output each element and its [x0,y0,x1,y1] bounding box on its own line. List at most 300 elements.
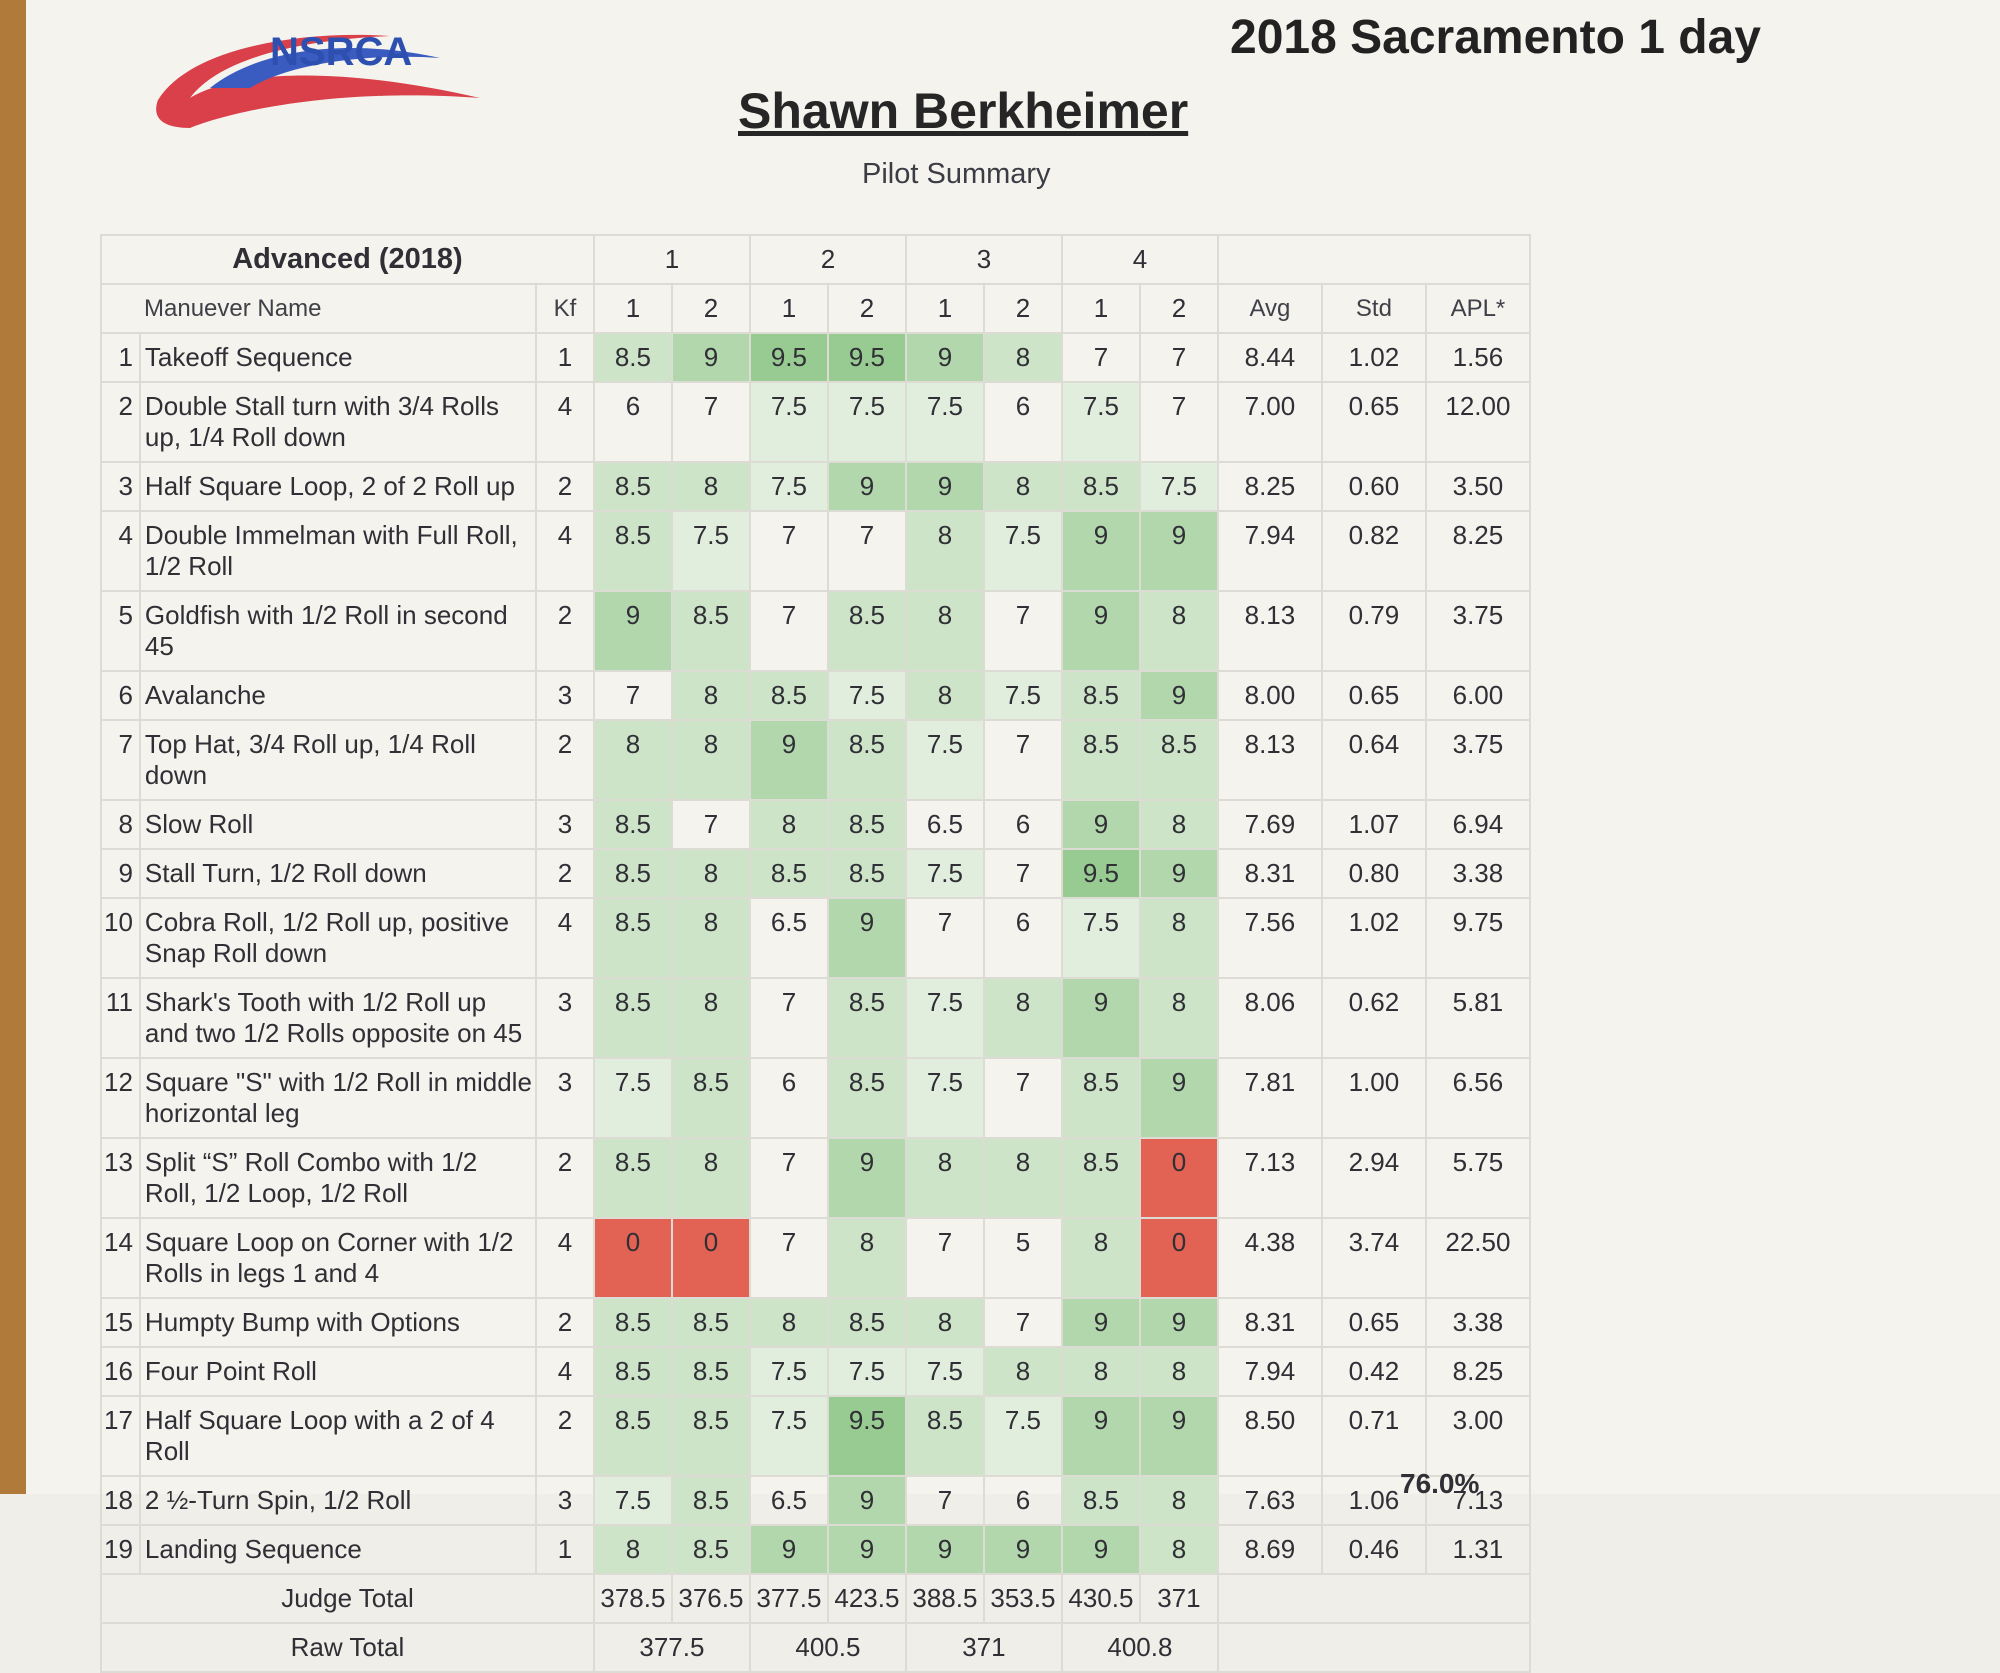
col-judge: 2 [672,284,750,333]
raw-total-label: Raw Total [101,1623,594,1672]
k-factor: 2 [536,849,594,898]
maneuver-number: 3 [101,462,140,511]
apl-value: 3.38 [1426,1298,1530,1347]
judge-total-value: 353.5 [984,1574,1062,1623]
maneuver-number: 8 [101,800,140,849]
maneuver-name: Double Immelman with Full Roll, 1/2 Roll [140,511,536,591]
judge-score: 7 [750,1138,828,1218]
judge-score: 9 [1140,849,1218,898]
judge-score: 7.5 [984,1396,1062,1476]
std-value: 0.46 [1322,1525,1426,1574]
col-judge: 1 [906,284,984,333]
pilot-name: Shawn Berkheimer [738,83,1189,139]
judge-score: 6 [984,382,1062,462]
judge-score: 9 [906,333,984,382]
avg-value: 8.31 [1218,1298,1322,1347]
apl-value: 6.00 [1426,671,1530,720]
maneuver-number: 4 [101,511,140,591]
raw-total-value: 400.5 [750,1623,906,1672]
judge-score: 8.5 [828,1298,906,1347]
apl-value: 5.75 [1426,1138,1530,1218]
table-row [101,671,1530,720]
judge-score: 8 [1140,1525,1218,1574]
judge-score: 6 [750,1058,828,1138]
maneuver-name: Half Square Loop, 2 of 2 Roll up [140,462,536,511]
round-label: 3 [906,235,1062,284]
judge-score: 9 [750,720,828,800]
judge-score: 8.5 [828,849,906,898]
avg-value: 7.69 [1218,800,1322,849]
judge-score: 8.5 [828,978,906,1058]
judge-score: 8.5 [594,978,672,1058]
maneuver-number: 12 [101,1058,140,1138]
raw-total-spacer [1218,1623,1530,1672]
judge-score: 8 [984,1347,1062,1396]
apl-value: 12.00 [1426,382,1530,462]
judge-score: 0 [672,1218,750,1298]
judge-score: 8 [672,1138,750,1218]
k-factor: 1 [536,1525,594,1574]
judge-score: 8.5 [672,591,750,671]
maneuver-number: 2 [101,382,140,462]
table-row [101,333,1530,382]
judge-score: 9 [906,462,984,511]
avg-value: 8.13 [1218,591,1322,671]
judge-score: 8.5 [594,1396,672,1476]
pilot-summary-table [100,234,1531,1673]
table-row [101,1525,1530,1574]
judge-score: 9 [984,1525,1062,1574]
maneuver-number: 15 [101,1298,140,1347]
judge-score: 8 [906,511,984,591]
std-value: 0.82 [1322,511,1426,591]
judge-score: 8 [750,800,828,849]
col-judge: 2 [1140,284,1218,333]
round-label: 4 [1062,235,1218,284]
apl-value: 8.25 [1426,1347,1530,1396]
maneuver-name: Four Point Roll [140,1347,536,1396]
judge-score: 9 [828,1138,906,1218]
table-row [101,1396,1530,1476]
judge-score: 8.5 [594,1347,672,1396]
judge-score: 8.5 [828,800,906,849]
judge-total-row [101,1574,1530,1623]
avg-value: 7.13 [1218,1138,1322,1218]
judge-score: 8 [984,978,1062,1058]
judge-score: 9 [1140,1058,1218,1138]
judge-score: 8.5 [594,1298,672,1347]
maneuver-number: 7 [101,720,140,800]
maneuver-name: Top Hat, 3/4 Roll up, 1/4 Roll down [140,720,536,800]
judge-score: 7.5 [750,382,828,462]
judge-score: 9 [828,898,906,978]
judge-score: 7.5 [750,1347,828,1396]
judge-score: 8 [672,898,750,978]
judge-score: 9 [1062,1396,1140,1476]
judge-score: 7 [750,978,828,1058]
k-factor: 2 [536,720,594,800]
judge-score: 9 [1140,1298,1218,1347]
avg-value: 7.94 [1218,511,1322,591]
judge-total-value: 376.5 [672,1574,750,1623]
judge-score: 9 [1140,1396,1218,1476]
judge-score: 8 [750,1298,828,1347]
judge-score: 7.5 [906,849,984,898]
apl-value: 3.50 [1426,462,1530,511]
k-factor: 2 [536,462,594,511]
maneuver-name: Square "S" with 1/2 Roll in middle horizontal leg [140,1058,536,1138]
judge-score: 7.5 [1140,462,1218,511]
judge-score: 7.5 [594,1058,672,1138]
judge-score: 6 [984,1476,1062,1525]
overall-percentage: 76.0% [1400,1468,1480,1499]
maneuver-number: 13 [101,1138,140,1218]
raw-total-value: 377.5 [594,1623,750,1672]
judge-score: 7.5 [1062,898,1140,978]
judge-score: 7 [984,849,1062,898]
apl-value: 6.94 [1426,800,1530,849]
judge-score: 8 [906,1298,984,1347]
judge-score: 8 [672,720,750,800]
judge-score: 8 [1140,898,1218,978]
judge-score: 7.5 [750,462,828,511]
col-judge: 2 [828,284,906,333]
avg-value: 8.31 [1218,849,1322,898]
judge-score: 7.5 [984,671,1062,720]
avg-value: 8.25 [1218,462,1322,511]
maneuver-name: Avalanche [140,671,536,720]
judge-score: 8.5 [672,1396,750,1476]
judge-score: 7.5 [906,1347,984,1396]
judge-score: 9 [1140,511,1218,591]
maneuver-name: Cobra Roll, 1/2 Roll up, positive Snap Roll down [140,898,536,978]
std-value: 0.64 [1322,720,1426,800]
judge-score: 8.5 [828,591,906,671]
maneuver-number: 10 [101,898,140,978]
judge-score: 0 [1140,1218,1218,1298]
maneuver-number: 16 [101,1347,140,1396]
judge-score: 9 [828,1525,906,1574]
judge-score: 9.5 [750,333,828,382]
avg-value: 8.13 [1218,720,1322,800]
apl-value: 3.75 [1426,591,1530,671]
judge-score: 6 [984,898,1062,978]
avg-value: 7.94 [1218,1347,1322,1396]
avg-value: 7.81 [1218,1058,1322,1138]
std-value: 0.71 [1322,1396,1426,1476]
judge-score: 9 [672,333,750,382]
judge-score: 9 [906,1525,984,1574]
maneuver-number: 18 [101,1476,140,1525]
judge-score: 9 [1062,978,1140,1058]
col-avg: Avg [1218,284,1322,333]
class-label: Advanced (2018) [101,235,594,284]
judge-score: 9 [828,1476,906,1525]
judge-score: 8 [984,1138,1062,1218]
judge-total-label: Judge Total [101,1574,594,1623]
maneuver-name: 2 ½-Turn Spin, 1/2 Roll [140,1476,536,1525]
std-value: 1.02 [1322,333,1426,382]
judge-score: 7 [750,591,828,671]
std-value: 1.02 [1322,898,1426,978]
judge-total-value: 371 [1140,1574,1218,1623]
avg-value: 8.50 [1218,1396,1322,1476]
maneuver-name: Slow Roll [140,800,536,849]
std-value: 1.06 [1322,1476,1426,1525]
judge-score: 0 [1140,1138,1218,1218]
judge-score: 7 [750,1218,828,1298]
k-factor: 4 [536,898,594,978]
judge-score: 7.5 [906,382,984,462]
std-value: 2.94 [1322,1138,1426,1218]
col-std: Std [1322,284,1426,333]
maneuver-number: 6 [101,671,140,720]
judge-score: 8 [1140,1476,1218,1525]
maneuver-name: Humpty Bump with Options [140,1298,536,1347]
judge-score: 6 [984,800,1062,849]
judge-score: 8.5 [594,333,672,382]
judge-score: 7.5 [828,382,906,462]
table-row [101,1476,1530,1525]
judge-score: 7 [594,671,672,720]
judge-score: 7.5 [906,720,984,800]
k-factor: 1 [536,333,594,382]
judge-score: 7 [828,511,906,591]
std-value: 0.80 [1322,849,1426,898]
col-judge: 1 [750,284,828,333]
apl-value: 5.81 [1426,978,1530,1058]
judge-score: 9 [594,591,672,671]
judge-score: 8.5 [594,898,672,978]
table-row [101,849,1530,898]
judge-score: 8 [672,671,750,720]
apl-value: 6.56 [1426,1058,1530,1138]
col-maneuver: Manuever Name [101,284,536,333]
judge-score: 8.5 [1140,720,1218,800]
maneuver-number: 11 [101,978,140,1058]
raw-total-row [101,1623,1530,1672]
k-factor: 4 [536,1347,594,1396]
judge-score: 9 [1062,511,1140,591]
table-row [101,800,1530,849]
std-value: 3.74 [1322,1218,1426,1298]
k-factor: 2 [536,591,594,671]
k-factor: 4 [536,511,594,591]
judge-score: 8 [828,1218,906,1298]
avg-value: 8.00 [1218,671,1322,720]
judge-score: 8.5 [594,849,672,898]
judge-score: 8.5 [672,1298,750,1347]
judge-score: 7 [750,511,828,591]
judge-score: 8 [1140,800,1218,849]
apl-value: 22.50 [1426,1218,1530,1298]
judge-score: 7.5 [1062,382,1140,462]
apl-value: 1.56 [1426,333,1530,382]
judge-score: 7.5 [672,511,750,591]
judge-score: 8 [906,1138,984,1218]
judge-score: 7 [906,898,984,978]
k-factor: 3 [536,671,594,720]
judge-score: 8 [1062,1218,1140,1298]
table-row [101,382,1530,462]
judge-total-value: 430.5 [1062,1574,1140,1623]
k-factor: 2 [536,1138,594,1218]
judge-score: 9.5 [1062,849,1140,898]
maneuver-name: Half Square Loop with a 2 of 4 Roll [140,1396,536,1476]
maneuver-rows [101,333,1530,1574]
judge-score: 5 [984,1218,1062,1298]
judge-score: 7.5 [906,978,984,1058]
judge-score: 7.5 [594,1476,672,1525]
judge-score: 6.5 [750,898,828,978]
table-row [101,511,1530,591]
judge-score: 9 [1140,671,1218,720]
logo-text: NSRCA [270,30,413,74]
judge-score: 8.5 [1062,1058,1140,1138]
std-value: 0.65 [1322,671,1426,720]
maneuver-number: 1 [101,333,140,382]
maneuver-name: Square Loop on Corner with 1/2 Rolls in legs 1 and 4 [140,1218,536,1298]
judge-score: 9 [828,462,906,511]
judge-score: 8.5 [594,511,672,591]
judge-score: 8.5 [1062,1476,1140,1525]
apl-value: 1.31 [1426,1525,1530,1574]
header-row-rounds [101,235,1530,284]
k-factor: 3 [536,1058,594,1138]
judge-score: 7 [984,591,1062,671]
k-factor: 2 [536,1298,594,1347]
col-judge: 1 [1062,284,1140,333]
judge-score: 8.5 [1062,462,1140,511]
judge-score: 7.5 [750,1396,828,1476]
judge-score: 8 [594,1525,672,1574]
judge-score: 8 [594,720,672,800]
page-subtitle: Pilot Summary [862,158,1051,190]
judge-score: 7 [984,720,1062,800]
judge-score: 0 [594,1218,672,1298]
judge-score: 8.5 [828,720,906,800]
avg-value: 7.00 [1218,382,1322,462]
table-row [101,898,1530,978]
judge-score: 7.5 [828,1347,906,1396]
judge-score: 9 [1062,591,1140,671]
table-row [101,978,1530,1058]
judge-score: 9.5 [828,1396,906,1476]
apl-value: 9.75 [1426,898,1530,978]
judge-score: 7 [906,1476,984,1525]
judge-score: 8.5 [1062,720,1140,800]
judge-total-value: 388.5 [906,1574,984,1623]
apl-value: 3.38 [1426,849,1530,898]
maneuver-number: 9 [101,849,140,898]
apl-value: 3.00 [1426,1396,1530,1476]
std-value: 1.07 [1322,800,1426,849]
avg-value: 4.38 [1218,1218,1322,1298]
judge-score: 8.5 [672,1347,750,1396]
event-title: 2018 Sacramento 1 day [1230,11,1761,64]
apl-value: 3.75 [1426,720,1530,800]
judge-score: 8 [984,462,1062,511]
maneuver-name: Double Stall turn with 3/4 Rolls up, 1/4 Roll down [140,382,536,462]
table-row [101,1298,1530,1347]
round-label: 2 [750,235,906,284]
std-value: 0.65 [1322,382,1426,462]
judge-score: 7.5 [828,671,906,720]
background-edge [0,0,26,1494]
judge-score: 7 [1062,333,1140,382]
maneuver-name: Shark's Tooth with 1/2 Roll up and two 1/2 Rolls opposite on 45 [140,978,536,1058]
table-row [101,720,1530,800]
maneuver-number: 19 [101,1525,140,1574]
judge-score: 8.5 [672,1525,750,1574]
judge-score: 8.5 [594,1138,672,1218]
judge-score: 7.5 [984,511,1062,591]
maneuver-name: Stall Turn, 1/2 Roll down [140,849,536,898]
maneuver-name: Takeoff Sequence [140,333,536,382]
std-value: 0.60 [1322,462,1426,511]
judge-score: 9 [1062,1298,1140,1347]
judge-score: 7 [1140,382,1218,462]
avg-value: 7.56 [1218,898,1322,978]
judge-score: 7 [1140,333,1218,382]
table-row [101,1138,1530,1218]
col-judge: 1 [594,284,672,333]
raw-total-value: 400.8 [1062,1623,1218,1672]
judge-total-value: 423.5 [828,1574,906,1623]
judge-score: 8 [1062,1347,1140,1396]
k-factor: 2 [536,1396,594,1476]
judge-score: 8.5 [672,1058,750,1138]
k-factor: 3 [536,1476,594,1525]
apl-value: 8.25 [1426,511,1530,591]
judge-score: 8 [672,462,750,511]
table-row [101,1058,1530,1138]
avg-value: 8.69 [1218,1525,1322,1574]
k-factor: 3 [536,800,594,849]
judge-score: 8.5 [906,1396,984,1476]
judge-score: 6.5 [906,800,984,849]
judge-score: 7.5 [906,1058,984,1138]
judge-score: 8.5 [594,462,672,511]
std-value: 0.42 [1322,1347,1426,1396]
judge-total-spacer [1218,1574,1530,1623]
judge-score: 9 [1062,1525,1140,1574]
std-value: 0.65 [1322,1298,1426,1347]
table-row [101,1218,1530,1298]
header-row-columns [101,284,1530,333]
table-row [101,1347,1530,1396]
judge-score: 6 [594,382,672,462]
judge-score: 8.5 [750,849,828,898]
k-factor: 3 [536,978,594,1058]
judge-score: 8 [906,591,984,671]
judge-score: 8 [906,671,984,720]
maneuver-number: 14 [101,1218,140,1298]
judge-score: 7 [984,1058,1062,1138]
judge-score: 7 [672,382,750,462]
judge-score: 8 [672,849,750,898]
judge-score: 7 [984,1298,1062,1347]
judge-score: 7 [672,800,750,849]
std-value: 1.00 [1322,1058,1426,1138]
judge-score: 8.5 [594,800,672,849]
judge-score: 8.5 [750,671,828,720]
judge-score: 9 [750,1525,828,1574]
judge-score: 8.5 [672,1476,750,1525]
judge-score: 7 [906,1218,984,1298]
judge-total-value: 377.5 [750,1574,828,1623]
stats-header-spacer [1218,235,1530,284]
